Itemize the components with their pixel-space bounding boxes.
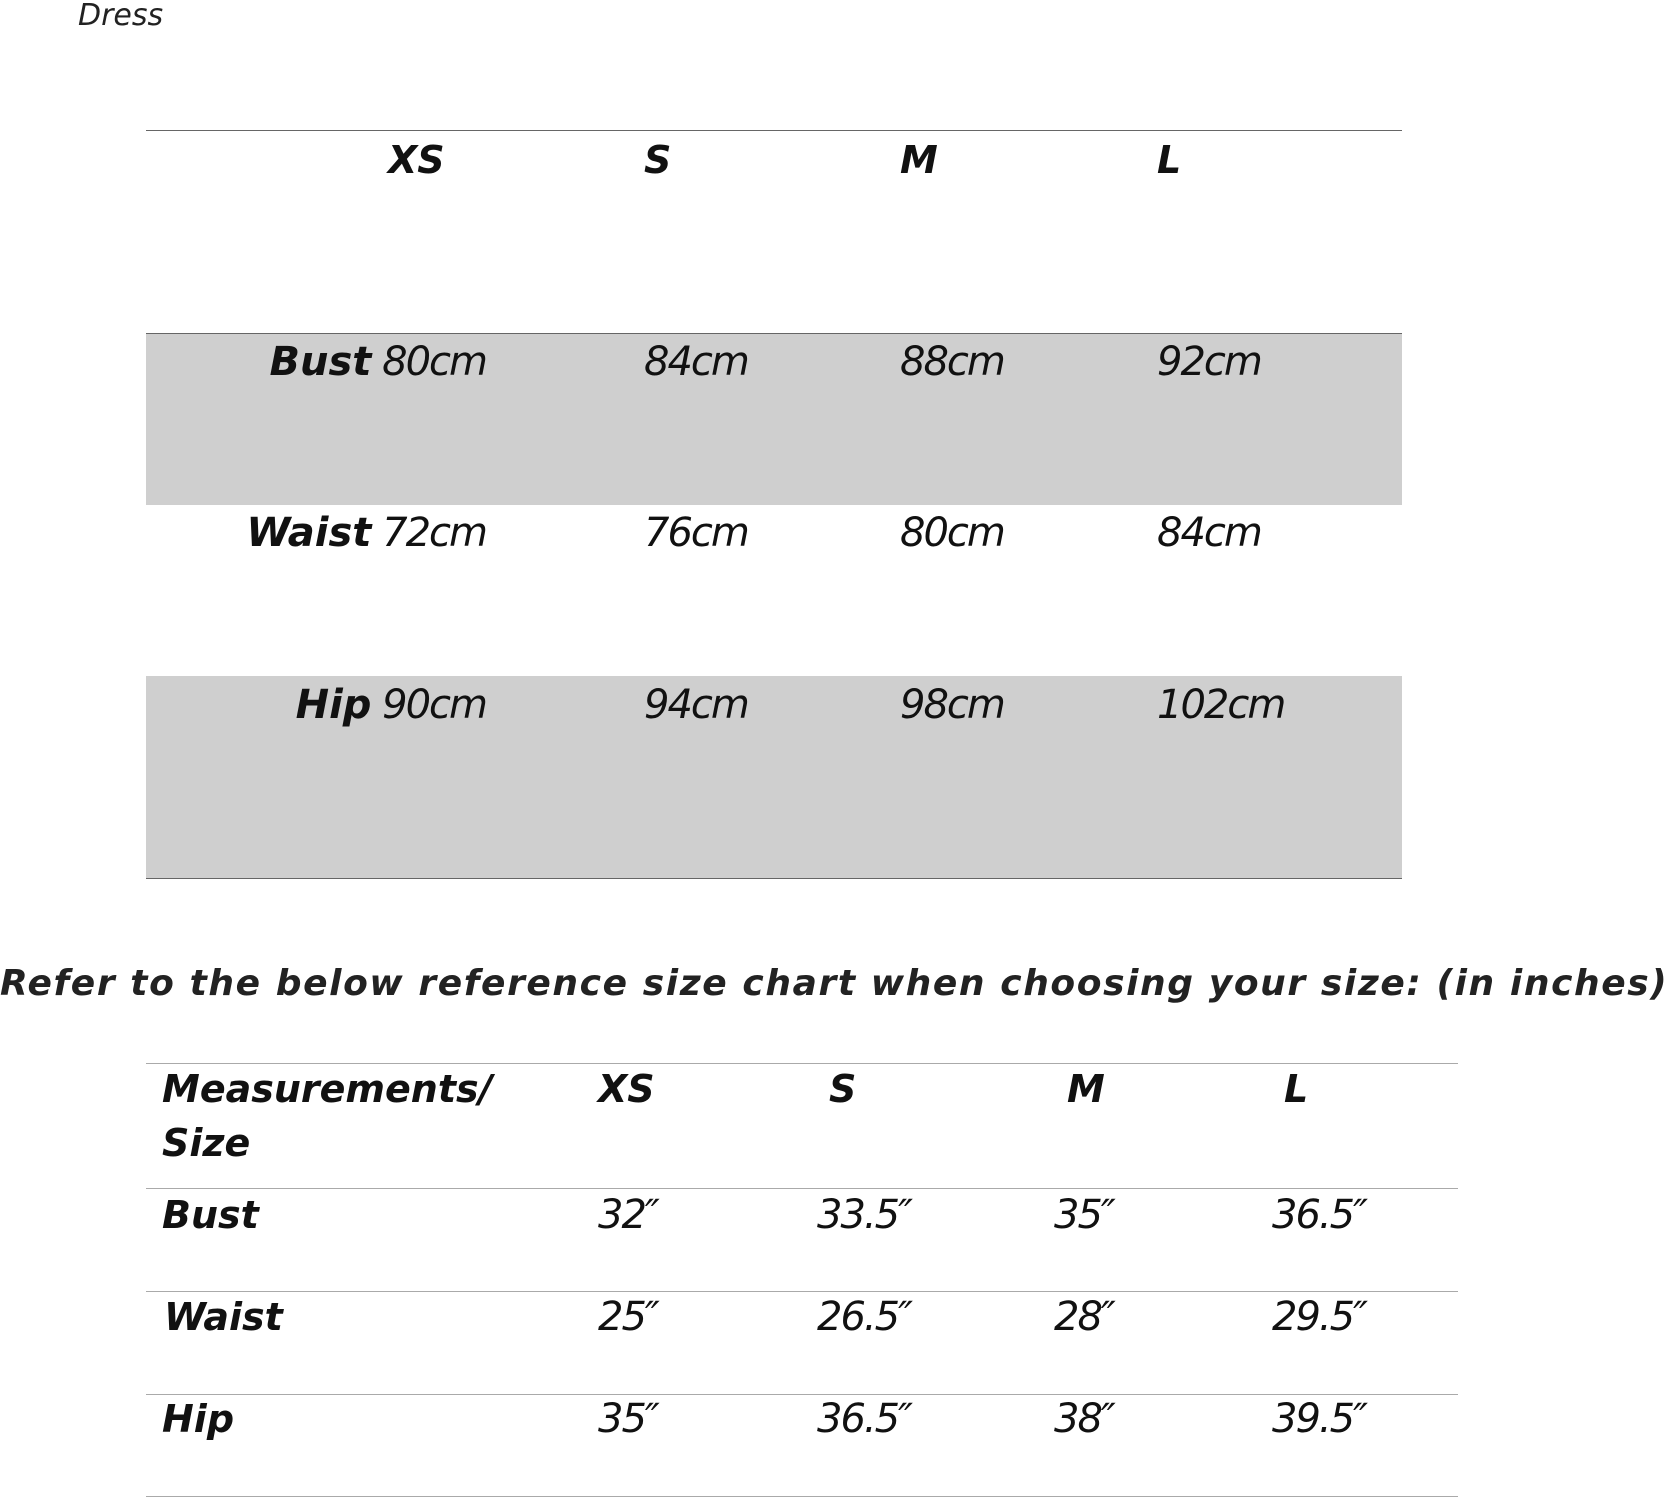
cell-value: 25″ xyxy=(598,1294,658,1340)
table-top-rule xyxy=(146,130,1402,131)
size-header-l: L xyxy=(1284,1067,1309,1111)
row-label-hip: Hip xyxy=(162,1397,235,1441)
cell-value: 92cm xyxy=(1157,339,1261,385)
size-header-xs: XS xyxy=(598,1067,655,1111)
reference-note: Refer to the below reference size chart when choosing your size: (in inches) xyxy=(0,963,1668,1004)
header-label-size: Size xyxy=(162,1121,251,1165)
cell-value: 33.5″ xyxy=(817,1192,912,1238)
cell-value: 98cm xyxy=(900,682,1004,728)
cell-value: 29.5″ xyxy=(1272,1294,1367,1340)
cell-value: 28″ xyxy=(1054,1294,1114,1340)
cell-value: 26.5″ xyxy=(817,1294,912,1340)
table-rule xyxy=(146,1188,1458,1189)
table-rule xyxy=(146,1291,1458,1292)
table-row-waist-first-cell xyxy=(246,508,486,558)
cell-value: 35″ xyxy=(1054,1192,1114,1238)
size-header-s: S xyxy=(644,138,672,182)
cell-value: 76cm xyxy=(644,510,748,556)
table-rule xyxy=(146,1394,1458,1395)
cell-value: 80cm xyxy=(382,339,486,385)
cell-value: 84cm xyxy=(1157,510,1261,556)
table-row-bust-first-cell xyxy=(270,337,486,387)
size-header-s: S xyxy=(829,1067,857,1111)
cell-value: 94cm xyxy=(644,682,748,728)
page-title: Dress xyxy=(78,0,164,33)
cell-value: 32″ xyxy=(598,1192,658,1238)
inch-size-table xyxy=(0,1040,1458,1500)
cell-value: 72cm xyxy=(382,510,486,556)
row-label-waist: Waist xyxy=(164,1295,283,1339)
size-header-l: L xyxy=(1157,138,1182,182)
row-label-hip: Hip xyxy=(295,682,372,728)
cell-value: 36.5″ xyxy=(817,1396,912,1442)
cell-value: 39.5″ xyxy=(1272,1396,1367,1442)
cell-value: 35″ xyxy=(598,1396,658,1442)
header-label-measurements: Measurements/ xyxy=(162,1067,493,1111)
cell-value: 102cm xyxy=(1157,682,1285,728)
cell-value: 88cm xyxy=(900,339,1004,385)
cell-value: 80cm xyxy=(900,510,1004,556)
size-header-xs: XS xyxy=(388,138,445,182)
size-header-m: M xyxy=(900,138,938,182)
row-label-bust: Bust xyxy=(162,1193,259,1237)
table-row-hip-first-cell xyxy=(296,680,486,730)
row-label-waist: Waist xyxy=(246,510,372,556)
row-label-bust: Bust xyxy=(269,339,372,385)
size-header-m: M xyxy=(1067,1067,1105,1111)
cell-value: 90cm xyxy=(382,682,486,728)
cell-value: 84cm xyxy=(644,339,748,385)
table-rule xyxy=(146,1496,1458,1497)
cell-value: 36.5″ xyxy=(1272,1192,1367,1238)
cell-value: 38″ xyxy=(1054,1396,1114,1442)
